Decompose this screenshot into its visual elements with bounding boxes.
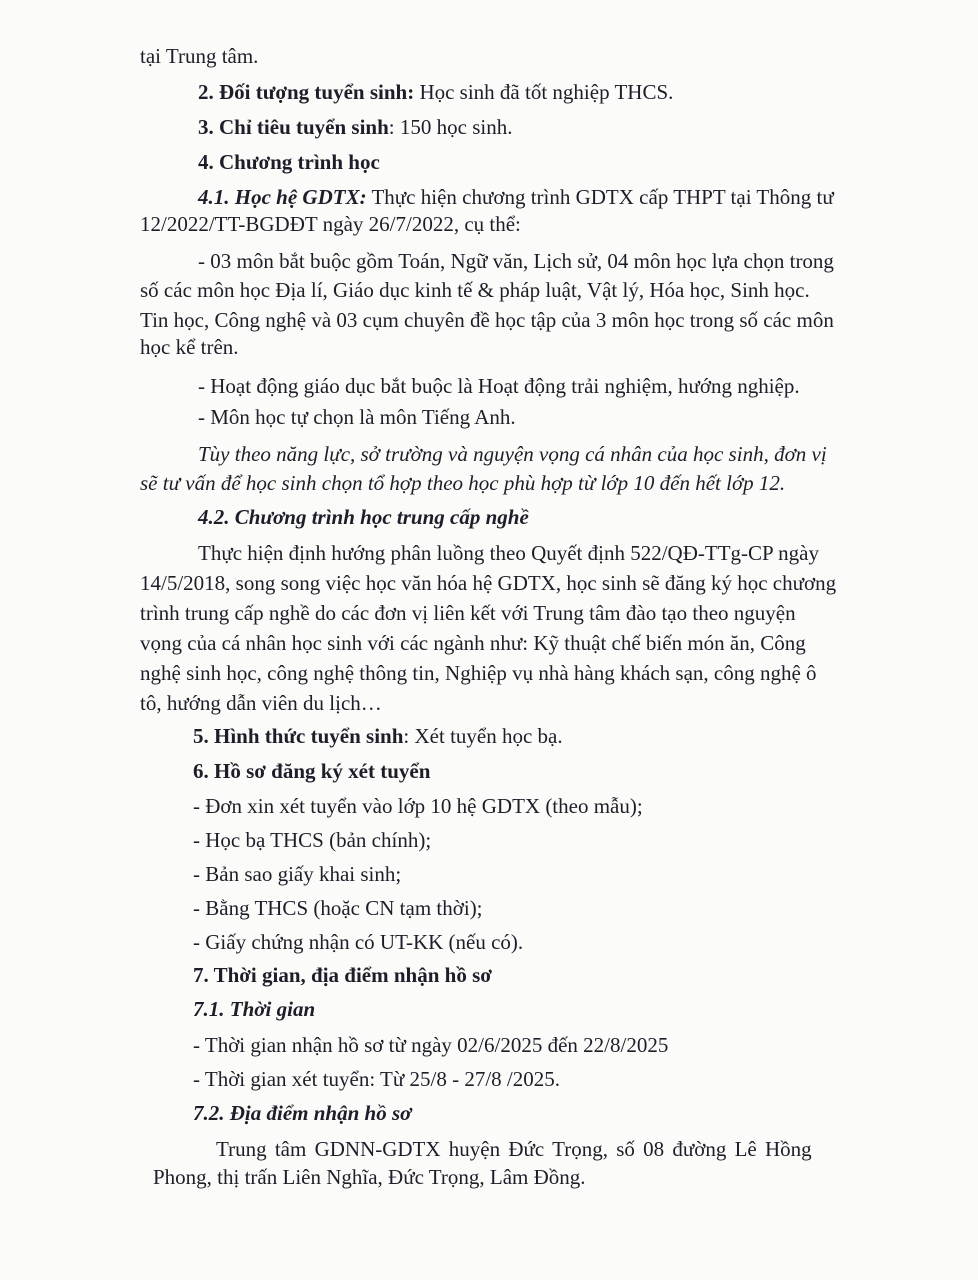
- section-4-1-line: [198, 183, 834, 211]
- text-line: nghệ sinh học, công nghệ thông tin, Nghiệp vụ nhà hàng khách sạn, công nghệ ô: [140, 661, 817, 685]
- text-line: Thực hiện định hướng phân luồng theo Quyết định 522/QĐ-TTg-CP ngày: [198, 541, 820, 565]
- list-item: - Thời gian nhận hồ sơ từ ngày 02/6/2025 đến 22/8/2025: [193, 1033, 669, 1057]
- text-line: tô, hướng dẫn viên du lịch…: [140, 691, 382, 715]
- section-4-1-text: Thực hiện chương trình GDTX cấp THPT tại Thông tư: [366, 185, 834, 209]
- list-item: - Học bạ THCS (bản chính);: [193, 828, 432, 852]
- section-4-2-heading: 4.2. Chương trình học trung cấp nghề: [198, 505, 529, 529]
- section-3-label: 3. Chỉ tiêu tuyển sinh: [198, 115, 389, 139]
- section-6-heading: 6. Hồ sơ đăng ký xét tuyển: [193, 759, 431, 783]
- text-line: số các môn học Địa lí, Giáo dục kinh tế & pháp luật, Vật lý, Hóa học, Sinh học.: [140, 278, 810, 302]
- section-4-1-label: 4.1. Học hệ GDTX:: [198, 185, 367, 209]
- text-line: - Hoạt động giáo dục bắt buộc là Hoạt động trải nghiệm, hướng nghiệp.: [198, 374, 800, 398]
- text-line: 12/2022/TT-BGDĐT ngày 26/7/2022, cụ thể:: [140, 212, 521, 236]
- section-2-label: 2. Đối tượng tuyển sinh:: [198, 80, 415, 104]
- section-3-text: : 150 học sinh.: [388, 115, 513, 139]
- section-5-line: [193, 722, 563, 750]
- text-line: trình trung cấp nghề do các đơn vị liên kết với Trung tâm đào tạo theo nguyện: [140, 601, 796, 625]
- list-item: - Bằng THCS (hoặc CN tạm thời);: [193, 896, 483, 920]
- text-line: vọng của cá nhân học sinh với các ngành như: Kỹ thuật chế biến món ăn, Công: [140, 631, 806, 655]
- section-7-heading: 7. Thời gian, địa điểm nhận hồ sơ: [193, 963, 492, 987]
- italic-note-line: Tùy theo năng lực, sở trường và nguyện vọng cá nhân của học sinh, đơn vị: [198, 442, 827, 466]
- section-7-1-heading: 7.1. Thời gian: [193, 997, 316, 1021]
- section-7-2-heading: 7.2. Địa điểm nhận hồ sơ: [193, 1101, 412, 1125]
- text-line: tại Trung tâm.: [140, 44, 259, 68]
- italic-note-line: sẽ tư vấn để học sinh chọn tổ hợp theo học phù hợp từ lớp 10 đến hết lớp 12.: [140, 471, 786, 495]
- list-item: - Đơn xin xét tuyển vào lớp 10 hệ GDTX (theo mẫu);: [193, 794, 643, 818]
- text-line: Phong, thị trấn Liên Nghĩa, Đức Trọng, Lâm Đồng.: [153, 1165, 586, 1189]
- list-item: - Thời gian xét tuyển: Từ 25/8 - 27/8 /2025.: [193, 1067, 561, 1091]
- text-line: Trung tâm GDNN-GDTX huyện Đức Trọng, số 08 đường Lê Hồng: [216, 1137, 812, 1161]
- list-item: - Giấy chứng nhận có UT-KK (nếu có).: [193, 930, 524, 954]
- section-2-line: [198, 78, 673, 106]
- text-line: - Môn học tự chọn là môn Tiếng Anh.: [198, 405, 516, 429]
- text-line: học kể trên.: [140, 335, 239, 359]
- section-2-text: Học sinh đã tốt nghiệp THCS.: [414, 80, 674, 104]
- section-5-text: : Xét tuyển học bạ.: [403, 724, 563, 748]
- text-line: - 03 môn bắt buộc gồm Toán, Ngữ văn, Lịch sử, 04 môn học lựa chọn trong: [198, 249, 834, 273]
- text-line: Tin học, Công nghệ và 03 cụm chuyên đề học tập của 3 môn học trong số các môn: [140, 308, 834, 332]
- section-3-line: [198, 113, 512, 141]
- text-line: 14/5/2018, song song việc học văn hóa hệ GDTX, học sinh sẽ đăng ký học chương: [140, 571, 837, 595]
- section-4-heading: 4. Chương trình học: [198, 150, 380, 174]
- section-5-label: 5. Hình thức tuyển sinh: [193, 724, 404, 748]
- list-item: - Bản sao giấy khai sinh;: [193, 862, 402, 886]
